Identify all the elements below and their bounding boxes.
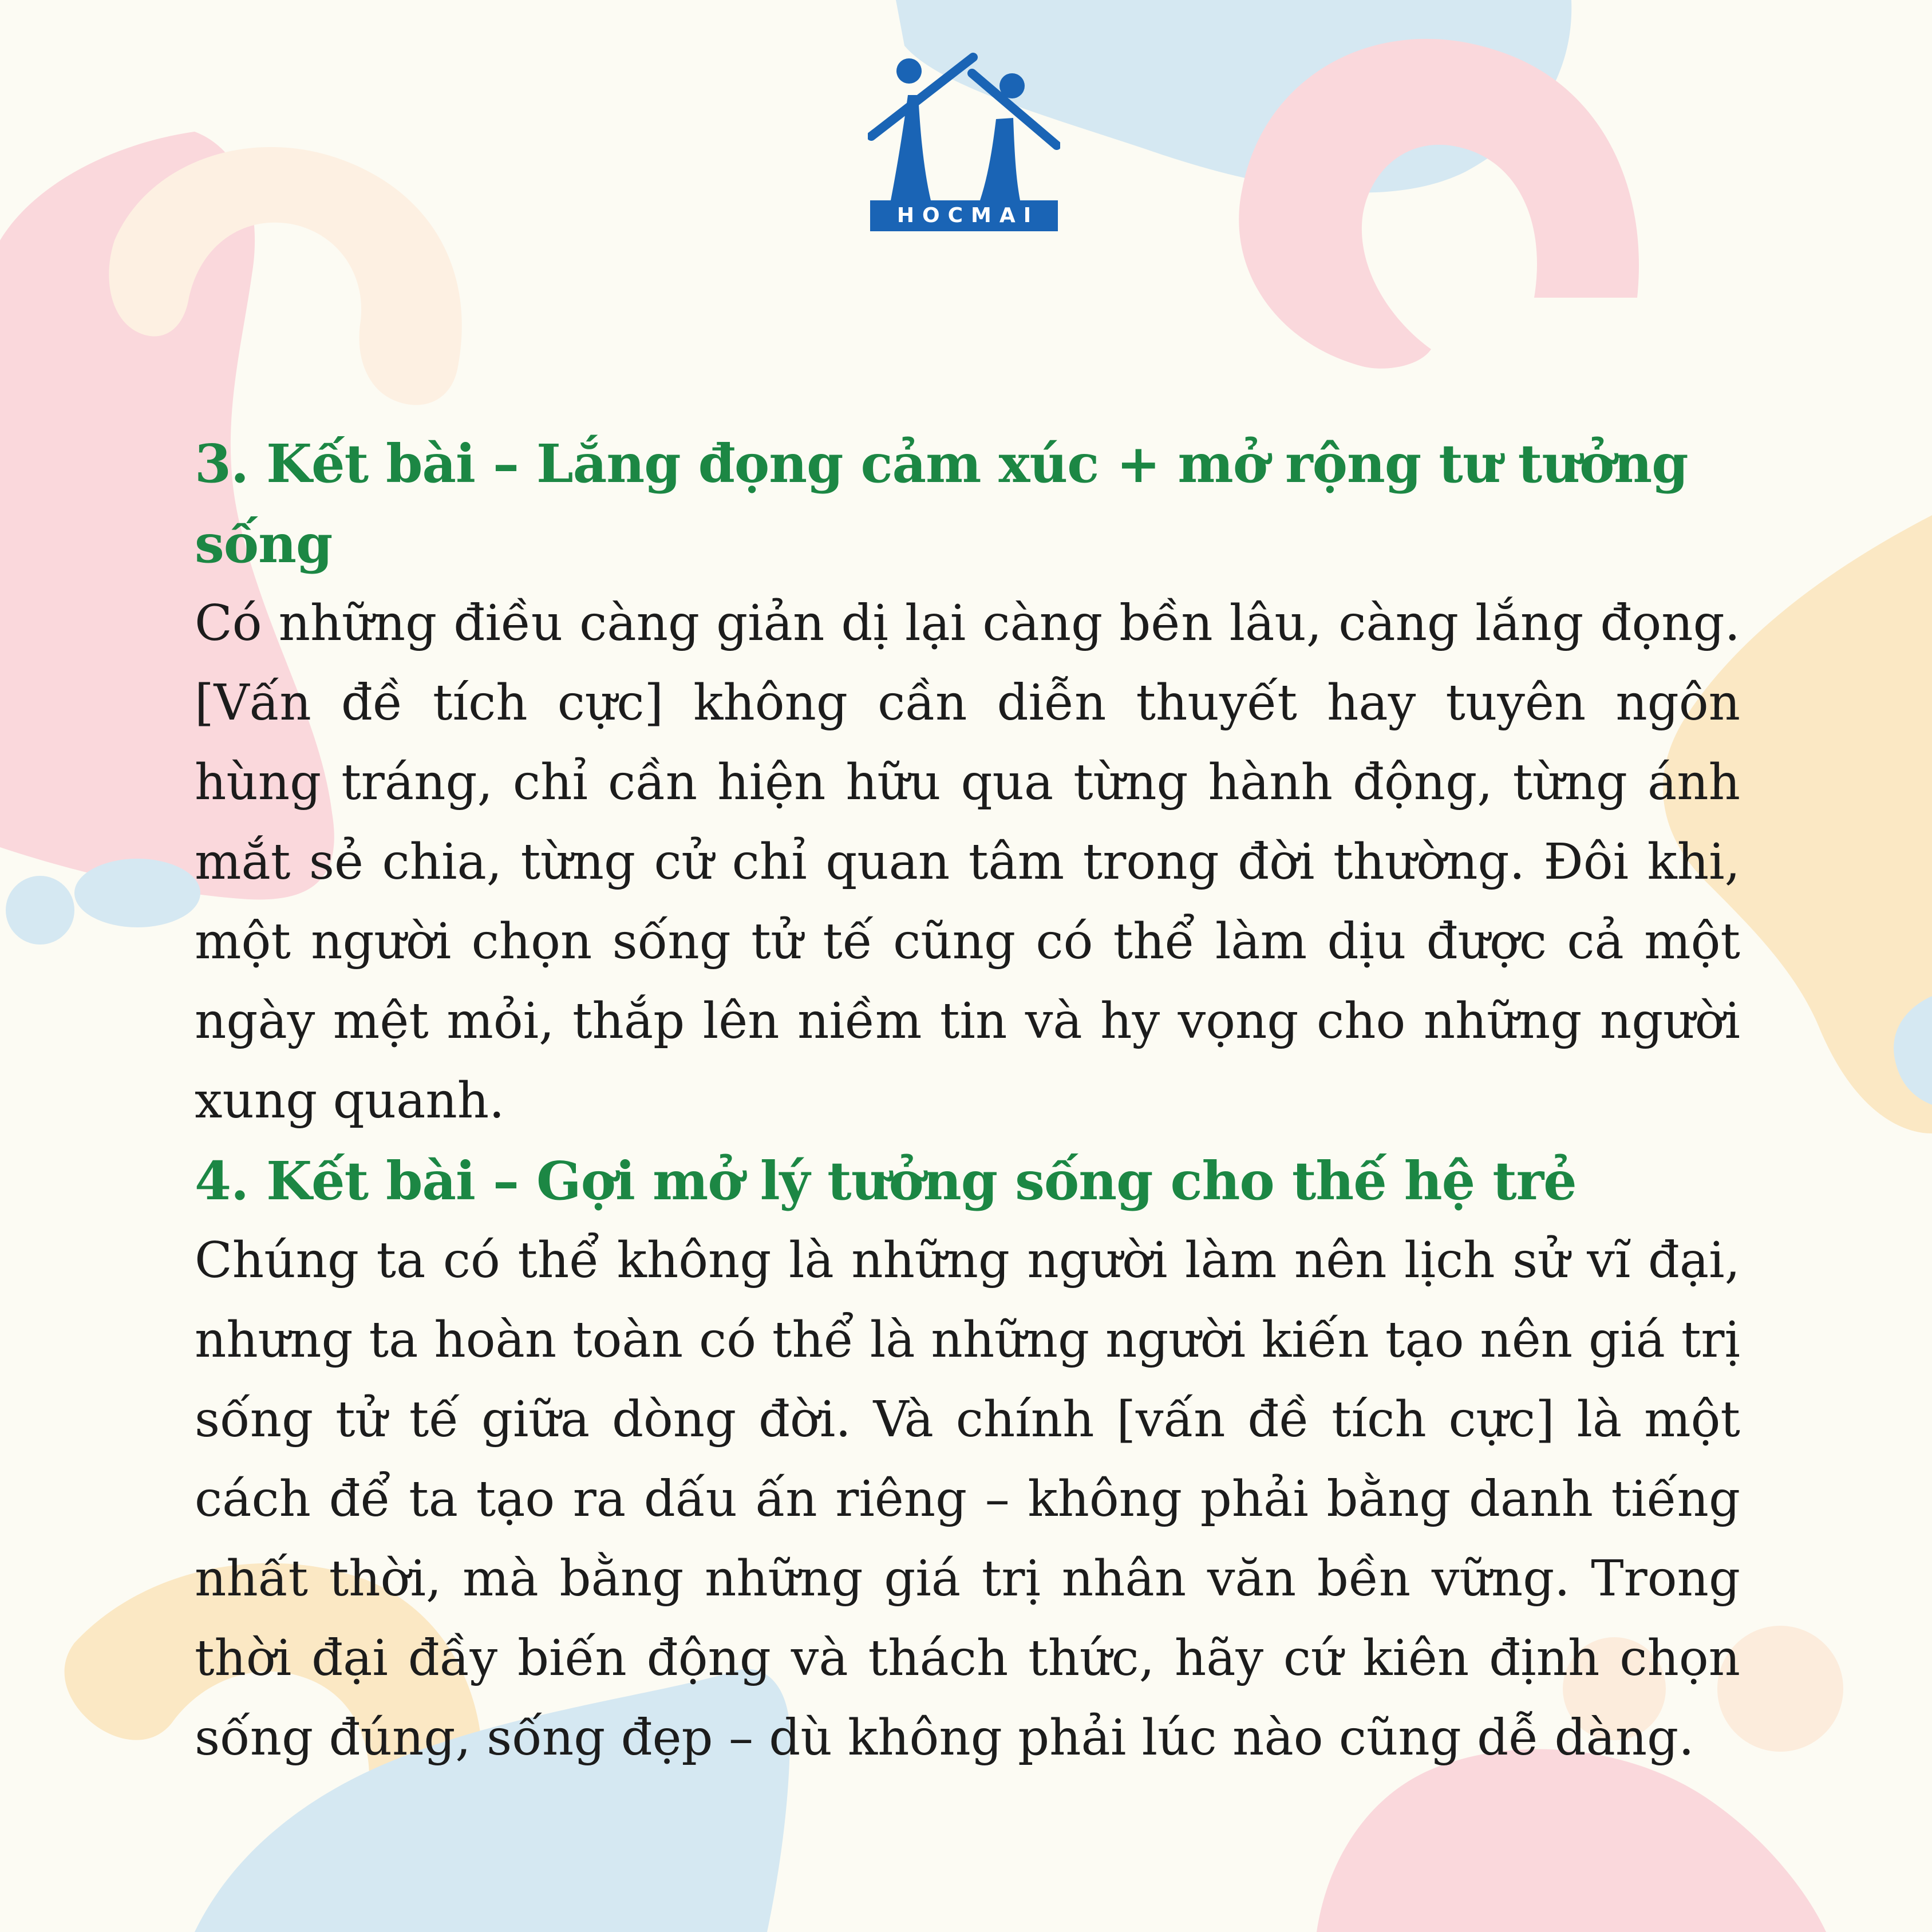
pink-arch-top-right — [1239, 39, 1639, 369]
section-3-body: Có những điều càng giản dị lại càng bền lâu, càng lắng đọng. [Vấn đề tích cực] không cần diễn thuyết hay tuyên ngôn hùng tráng, chỉ cần hiện hữu qua từng hành động, từng ánh mắt sẻ chia, từng cử chỉ quan tâm trong đời thường. Đôi khi, một người chọn sống tử tế cũng có thể làm dịu được cả một ngày mệt mỏi, thắp lên niềm tin và hy vọng cho những người xung quanh. — [195, 595, 1740, 1129]
blue-blob-left-edge — [74, 859, 200, 927]
logo-text: HOCMAI — [896, 204, 1040, 227]
blue-dot-left — [6, 876, 74, 945]
section-4-body: Chúng ta có thể không là những người làm nên lịch sử vĩ đại, nhưng ta hoàn toàn có thể là những người kiến tạo nên giá trị sống tử tế giữa dòng đời. Và chính [vấn đề tích cực] là một cách để ta tạo ra dấu ấn riêng – không phải bằng danh tiếng nhất thời, mà bằng những giá trị nhân văn bền vững. Trong thời đại đầy biến động và thách thức, hãy cứ kiên định chọn sống đúng, sống đẹp – dù không phải lúc nào cũng dễ dàng. — [195, 1232, 1740, 1767]
hocmai-logo — [868, 50, 1060, 232]
section-3-heading: 3. Kết bài – Lắng đọng cảm xúc + mở rộng tư tưởng sống — [195, 433, 1688, 575]
section-4-heading: 4. Kết bài – Gợi mở lý tưởng sống cho thế hệ trẻ — [195, 1150, 1577, 1212]
article-content — [195, 424, 1740, 1778]
